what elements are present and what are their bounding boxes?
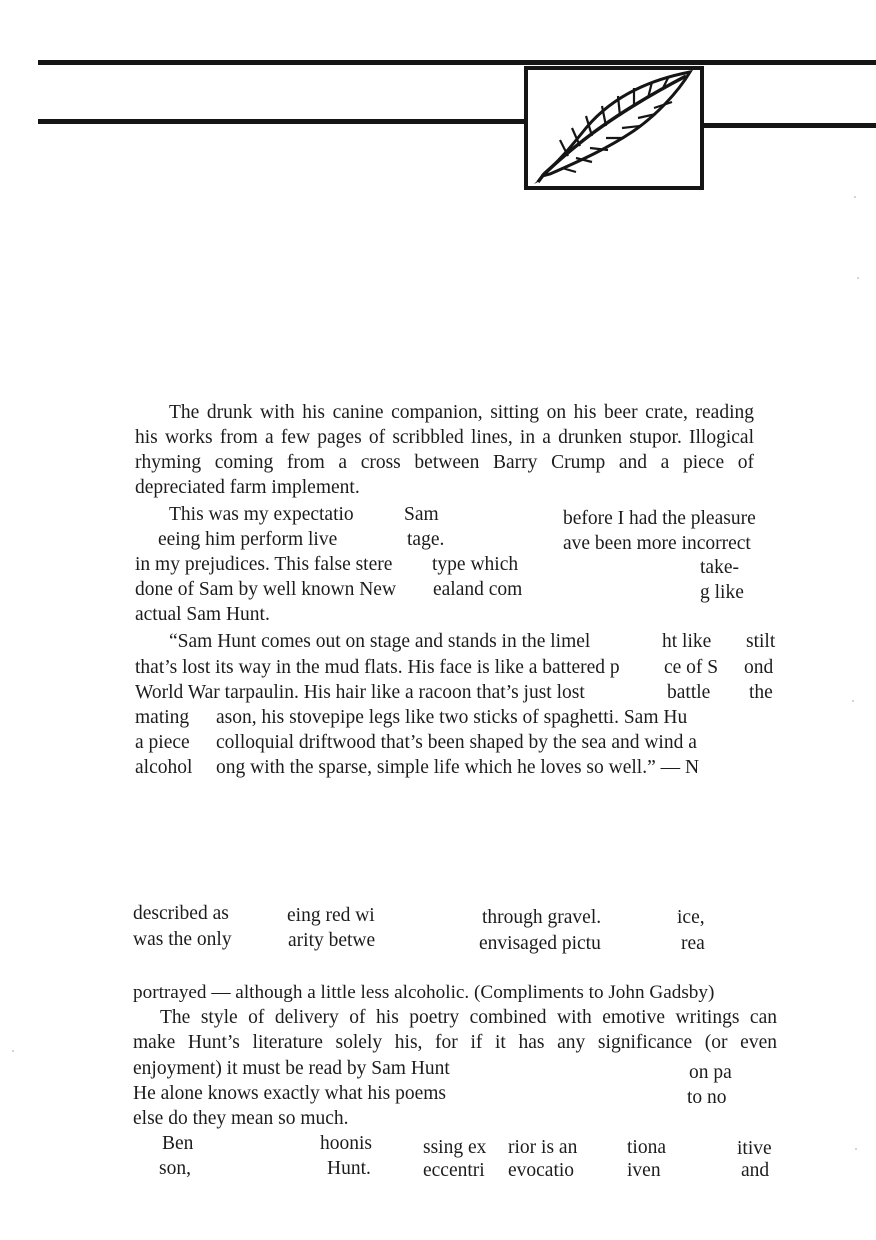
text-fragment: take-	[700, 557, 739, 578]
text-fragment: type which	[432, 554, 519, 575]
text-fragment: itive	[737, 1138, 772, 1159]
text-fragment: and	[741, 1160, 770, 1181]
text-fragment: Sam	[404, 504, 439, 525]
text-fragment: rior is an	[508, 1137, 578, 1158]
quill-feather-icon	[528, 70, 700, 186]
text-fragment: iven	[627, 1160, 661, 1181]
text-fragment: “Sam Hunt comes out on stage and stands in the limel	[169, 631, 591, 652]
text-fragment: else do they mean so much.	[133, 1108, 349, 1129]
text-fragment: ssing ex	[423, 1137, 487, 1158]
text-fragment: mating	[135, 707, 190, 728]
body-line: his works from a few pages of scribbled lines, in a drunken stupor. Illogical	[135, 427, 754, 448]
text-fragment: arity betwe	[288, 930, 376, 951]
text-fragment: in my prejudices. This false stere	[135, 554, 393, 575]
quill-box	[524, 66, 704, 190]
text-fragment: described as	[133, 903, 229, 924]
body-line: depreciated farm implement.	[135, 477, 360, 498]
header-rule-right	[704, 123, 876, 128]
body-line: The style of delivery of his poetry combined with emotive writings can	[160, 1007, 777, 1028]
text-fragment: tiona	[627, 1137, 666, 1158]
text-fragment: This was my expectatio	[169, 504, 354, 525]
text-fragment: alcohol	[135, 757, 193, 778]
text-fragment: the	[749, 682, 773, 703]
text-fragment: ave been more incorrect	[563, 533, 751, 554]
text-fragment: rea	[681, 933, 705, 954]
text-fragment: son,	[159, 1158, 191, 1179]
body-line: portrayed — although a little less alcoholic. (Compliments to John Gadsby)	[133, 982, 715, 1003]
text-fragment: that’s lost its way in the mud flats. His face is like a battered p	[135, 657, 620, 678]
text-fragment: eccentri	[423, 1160, 485, 1181]
text-fragment: colloquial driftwood that’s been shaped by the sea and wind a	[216, 732, 697, 753]
text-fragment: World War tarpaulin. His hair like a racoon that’s just lost	[135, 682, 585, 703]
header-rule-top	[38, 60, 876, 65]
text-fragment: Ben	[162, 1133, 194, 1154]
text-fragment: enjoyment) it must be read by Sam Hunt	[133, 1058, 450, 1079]
text-fragment: ond	[744, 657, 774, 678]
text-fragment: hoonis	[320, 1133, 373, 1154]
text-fragment: Hunt.	[327, 1158, 371, 1179]
text-fragment: to no	[687, 1087, 727, 1108]
text-fragment: on pa	[689, 1062, 732, 1083]
text-fragment: tage.	[407, 529, 445, 550]
text-fragment: ealand com	[433, 579, 523, 600]
text-fragment: a piece	[135, 732, 190, 753]
text-fragment: was the only	[133, 929, 232, 950]
text-fragment: g like	[700, 582, 744, 603]
text-fragment: ice,	[677, 907, 705, 928]
text-fragment: envisaged pictu	[479, 933, 601, 954]
body-line: rhyming coming from a cross between Barry Crump and a piece of	[135, 452, 754, 473]
header-rule-left	[38, 119, 526, 124]
text-fragment: eeing him perform live	[158, 529, 338, 550]
text-fragment: before I had the pleasure	[563, 508, 756, 529]
text-fragment: ason, his stovepipe legs like two sticks of spaghetti. Sam Hu	[216, 707, 688, 728]
text-fragment: ht like	[662, 631, 712, 652]
text-fragment: ong with the sparse, simple life which he loves so well.” — N	[216, 757, 700, 778]
text-fragment: stilt	[746, 631, 776, 652]
text-fragment: done of Sam by well known New	[135, 579, 397, 600]
text-fragment: He alone knows exactly what his poems	[133, 1083, 447, 1104]
body-line: make Hunt’s literature solely his, for if it has any significance (or even	[133, 1032, 777, 1053]
text-fragment: eing red wi	[287, 905, 375, 926]
text-fragment: through gravel.	[482, 907, 602, 928]
text-fragment: evocatio	[508, 1160, 575, 1181]
text-fragment: actual Sam Hunt.	[135, 604, 270, 625]
body-line: The drunk with his canine companion, sitting on his beer crate, reading	[169, 402, 754, 423]
text-fragment: battle	[667, 682, 711, 703]
text-fragment: ce of S	[664, 657, 719, 678]
